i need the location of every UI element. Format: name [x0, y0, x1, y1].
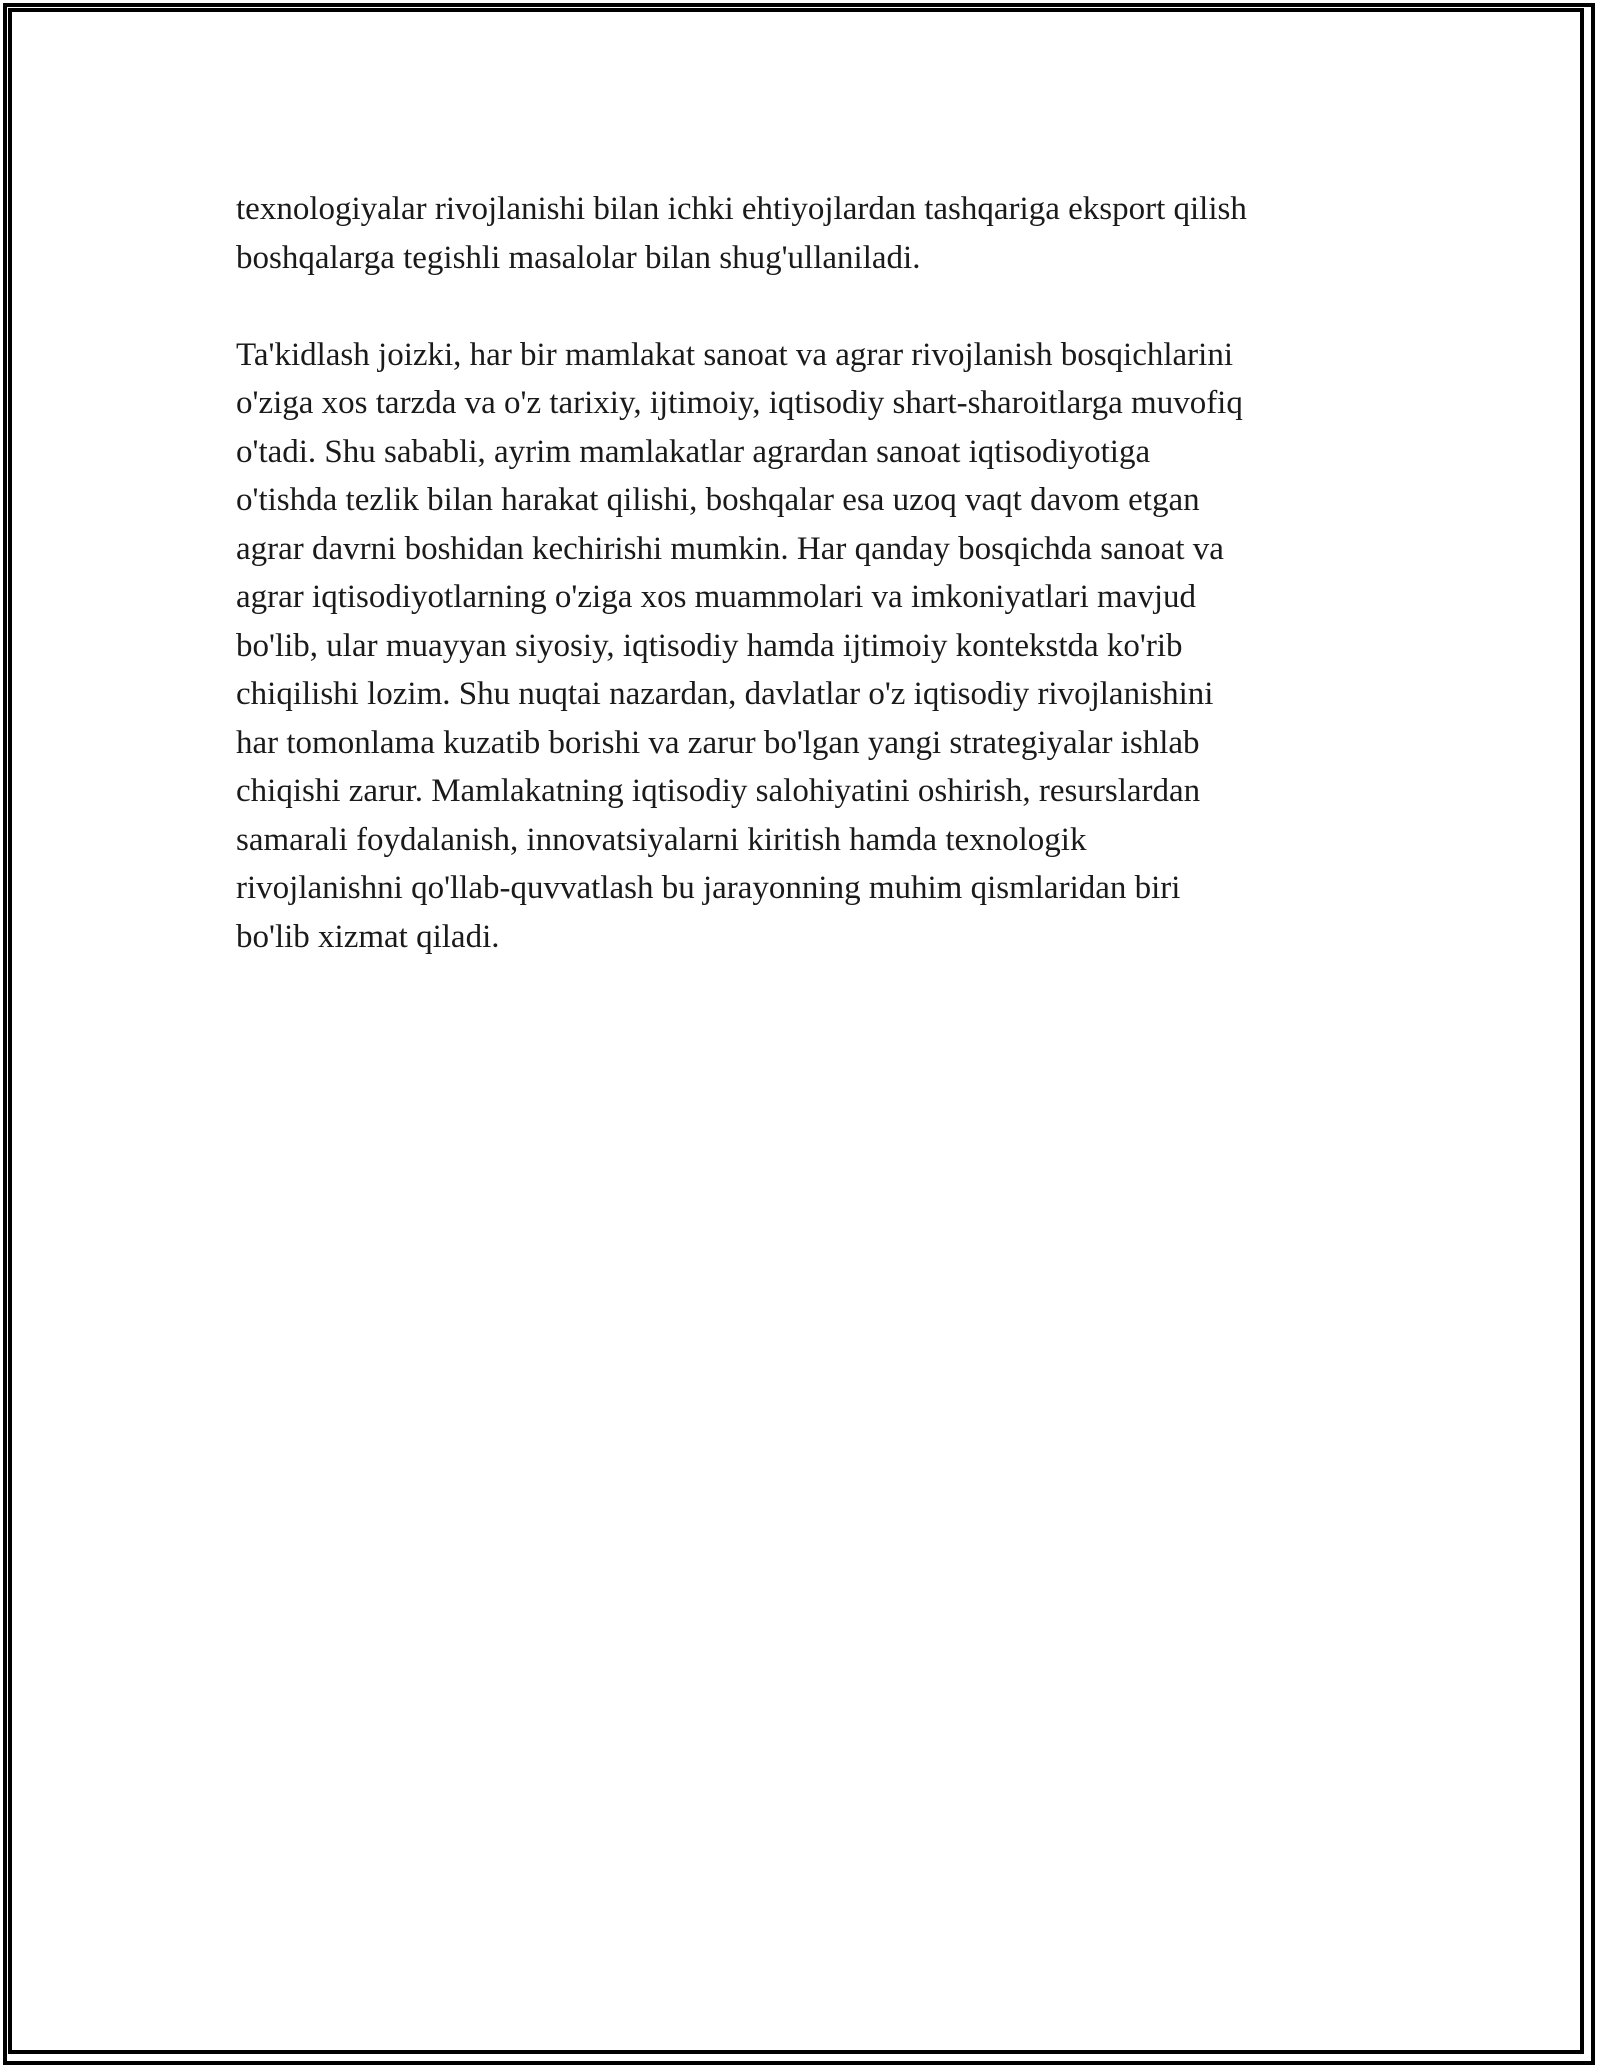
paragraph-1 — [236, 185, 1376, 282]
text-line: bo'lib, ular muayyan siyosiy, iqtisodiy hamda ijtimoiy kontekstda ko'rib — [236, 627, 1183, 664]
text-line: boshqalarga tegishli masalolar bilan shug'ullaniladi. — [236, 239, 921, 276]
paragraph-2 — [236, 331, 1376, 962]
text-line: samarali foydalanish, innovatsiyalarni kiritish hamda texnologik — [236, 821, 1087, 858]
text-line: o'ziga xos tarzda va o'z tarixiy, ijtimoiy, iqtisodiy shart-sharoitlarga muvofiq — [236, 385, 1243, 421]
text-line: har tomonlama kuzatib borishi va zarur bo'lgan yangi strategiyalar ishlab — [236, 724, 1200, 761]
text-line: agrar iqtisodiyotlarning o'ziga xos muammolari va imkoniyatlari mavjud — [236, 579, 1196, 615]
text-line: o'tishda tezlik bilan harakat qilishi, boshqalar esa uzoq vaqt davom etgan — [236, 482, 1200, 518]
text-line: o'tadi. Shu sababli, ayrim mamlakatlar agrardan sanoat iqtisodiyotiga — [236, 433, 1151, 470]
text-line: texnologiyalar rivojlanishi bilan ichki ehtiyojlardan tashqariga eksport qilish — [236, 191, 1247, 227]
text-line: Ta'kidlash joizki, har bir mamlakat sanoat va agrar rivojlanish bosqichlarini — [236, 336, 1234, 373]
text-line: chiqishi zarur. Mamlakatning iqtisodiy salohiyatini oshirish, resurslardan — [236, 773, 1201, 809]
text-line: rivojlanishni qo'llab-quvvatlash bu jarayonning muhim qismlaridan biri — [236, 870, 1181, 906]
text-line: chiqilishi lozim. Shu nuqtai nazardan, davlatlar o'z iqtisodiy rivojlanishini — [236, 676, 1214, 712]
document-body — [236, 185, 1376, 961]
text-line: bo'lib xizmat qiladi. — [236, 918, 500, 955]
text-line: agrar davrni boshidan kechirishi mumkin. Har qanday bosqichda sanoat va — [236, 530, 1224, 567]
